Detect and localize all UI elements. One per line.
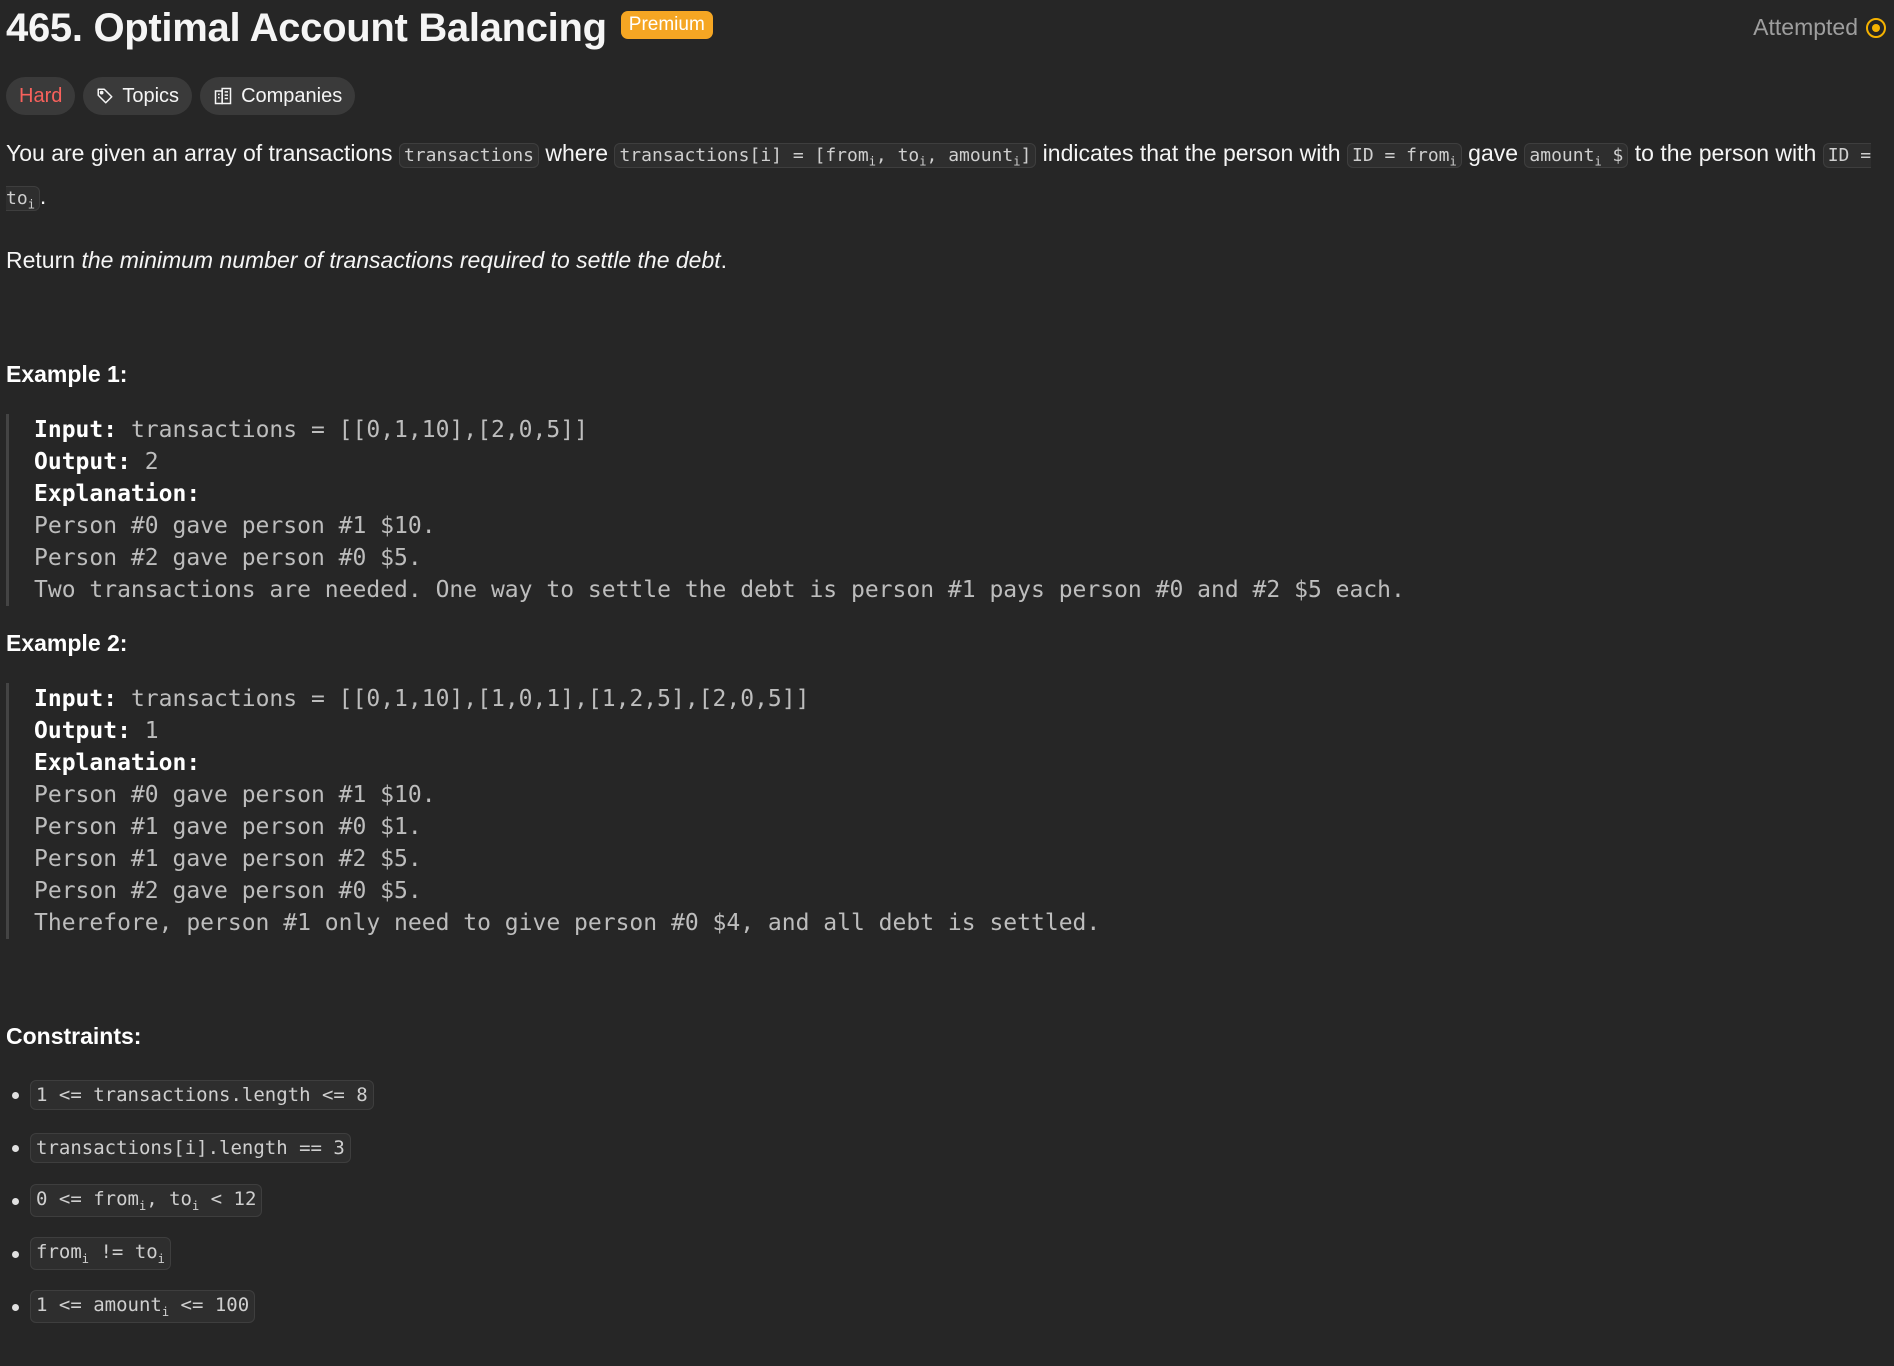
explanation-line: Person #1 gave person #2 $5. (34, 846, 422, 873)
example-output-line (34, 715, 1888, 747)
tag-icon (96, 87, 114, 105)
subscript: i (161, 1305, 170, 1320)
inline-code: 1 <= transactions.length <= 8 (30, 1080, 374, 1110)
code-text: transactions (403, 145, 534, 166)
subscript: i (191, 1199, 200, 1214)
subscript: i (81, 1252, 89, 1267)
example-1-block (6, 414, 1888, 606)
subscript: i (1594, 154, 1602, 169)
code-text: $ (1601, 145, 1624, 166)
code-text: transactions[i] = [from (619, 145, 869, 166)
code-text: ] (1020, 145, 1032, 166)
explanation-line: Person #1 gave person #0 $1. (34, 814, 422, 841)
tag-row (6, 77, 1888, 115)
text: Return (6, 247, 82, 274)
input-label: Input: (34, 686, 118, 713)
constraint-item (6, 1121, 1888, 1174)
example-1-title: Example 1: (6, 361, 128, 388)
return-paragraph (6, 243, 1888, 277)
attempted-status (1753, 14, 1886, 41)
input-value: transactions = [[0,1,10],[1,0,1],[1,2,5],[2,0,5]] (130, 686, 810, 713)
topics-tag[interactable] (83, 77, 192, 115)
subscript: i (919, 154, 927, 169)
inline-code (614, 143, 1036, 168)
code-text: 0 <= from (36, 1188, 139, 1211)
text: gave (1461, 140, 1525, 166)
code-text: ID = from (1351, 145, 1450, 166)
explanation-line: Therefore, person #1 only need to give person #0 $4, and all debt is settled. (34, 910, 1101, 937)
example-input-line (34, 414, 1888, 446)
problem-title[interactable]: 465. Optimal Account Balancing (6, 6, 607, 50)
inline-code (1524, 143, 1628, 168)
explanation-label: Explanation: (34, 481, 201, 508)
example-output-line (34, 446, 1888, 478)
subscript: i (138, 1199, 147, 1214)
subscript: i (1013, 154, 1021, 169)
topics-label: Topics (122, 84, 180, 107)
subscript: i (27, 197, 35, 212)
constraints-title: Constraints: (6, 1023, 142, 1050)
text: . (720, 247, 728, 274)
companies-label: Companies (241, 84, 343, 107)
companies-tag[interactable] (200, 77, 355, 115)
text: You are given an array of transactions (6, 140, 399, 166)
code-text: , to (146, 1188, 192, 1211)
output-label: Output: (34, 449, 131, 476)
output-label: Output: (34, 718, 131, 745)
text: to the person with (1628, 140, 1823, 166)
difficulty-label: Hard (19, 84, 63, 107)
example-input-line (34, 683, 1888, 715)
premium-badge: Premium (621, 11, 713, 39)
explanation-line: Two transactions are needed. One way to settle the debt is person #1 pays person #0 and #2 $5 each. (34, 577, 1405, 604)
difficulty-tag (6, 77, 75, 115)
subscript: i (868, 154, 876, 169)
text: indicates that the person with (1036, 140, 1347, 166)
output-value: 1 (144, 718, 159, 745)
example-2-block (6, 683, 1888, 939)
explanation-line: Person #0 gave person #1 $10. (34, 782, 436, 809)
inline-code (30, 1237, 171, 1270)
code-text: , amount (926, 145, 1014, 166)
problem-header (6, 0, 1888, 56)
code-text: , to (875, 145, 920, 166)
explanation-line: Person #2 gave person #0 $5. (34, 545, 422, 572)
constraints-list (6, 1068, 1888, 1333)
explanation-label: Explanation: (34, 750, 201, 777)
constraint-item (6, 1227, 1888, 1280)
inline-code (30, 1290, 255, 1323)
output-value: 2 (144, 449, 159, 476)
subscript: i (1449, 154, 1457, 169)
inline-code (1347, 143, 1462, 168)
constraint-item (6, 1280, 1888, 1333)
text: where (539, 140, 615, 166)
attempted-label: Attempted (1753, 14, 1858, 40)
constraint-item (6, 1174, 1888, 1227)
example-2-title: Example 2: (6, 630, 128, 657)
code-text: != to (89, 1241, 158, 1264)
code-text: amount (1529, 145, 1595, 166)
input-label: Input: (34, 417, 118, 444)
subscript: i (157, 1252, 165, 1267)
problem-description (6, 136, 1888, 277)
code-text: ID = to (6, 145, 1872, 209)
explanation-line: Person #0 gave person #1 $10. (34, 513, 436, 540)
inline-code (30, 1184, 262, 1217)
text: . (39, 182, 47, 209)
code-text: < 12 (199, 1188, 257, 1211)
target-icon (1866, 18, 1886, 38)
code-text: <= 100 (169, 1294, 250, 1317)
input-value: transactions = [[0,1,10],[2,0,5]] (130, 417, 588, 444)
constraint-item (6, 1068, 1888, 1121)
inline-code (399, 143, 539, 168)
building-icon (213, 86, 233, 106)
code-text: from (36, 1241, 82, 1264)
italic-text: the minimum number of transactions required to settle the debt (81, 247, 721, 274)
inline-code: transactions[i].length == 3 (30, 1133, 351, 1163)
description-paragraph (6, 136, 1888, 221)
code-text: 1 <= amount (36, 1294, 162, 1317)
explanation-line: Person #2 gave person #0 $5. (34, 878, 422, 905)
